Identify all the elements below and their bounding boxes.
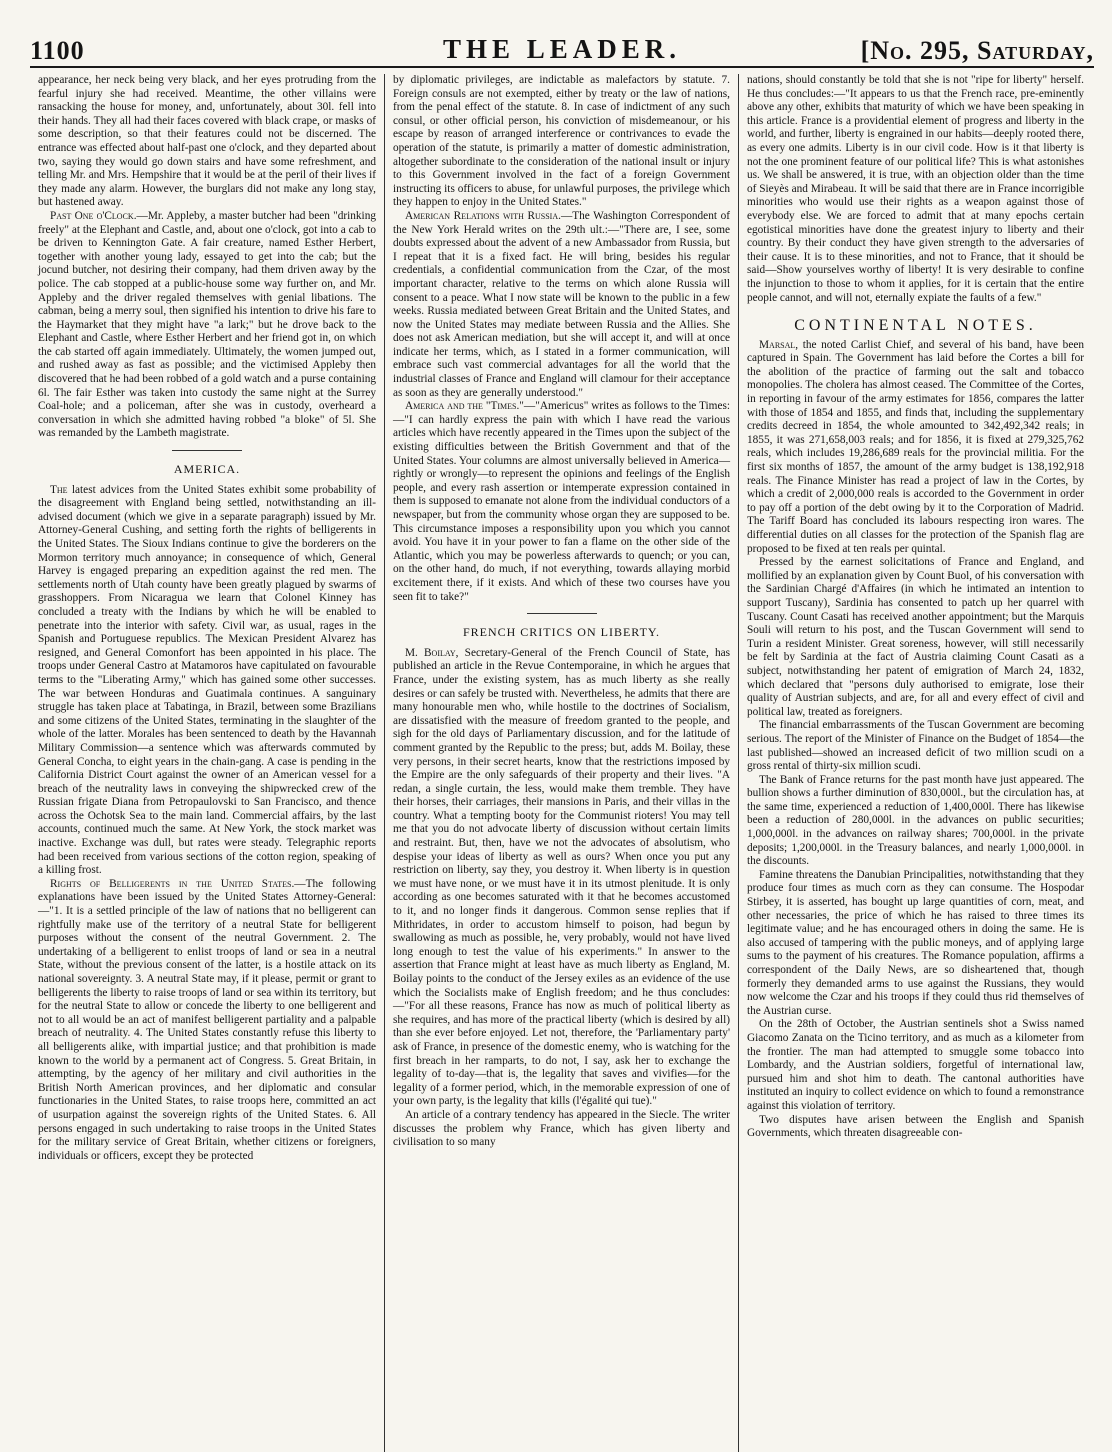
- columns: [30, 74, 1094, 1452]
- paragraph: [747, 339, 1084, 557]
- paragraph: by diplomatic privileges, are indictable as malefactors by statute. 7. Foreign consuls are not exempted, either by treaty or the law of nations, from the penal effect of the statute. 8. In case of indictment of any such consul, or other official person, his conviction of misdemeanour, or his escape by reason of arranged interference or contrivances to evade the operation of the statute, is primarily a matter of domestic administration, altogether subordinate to the consideration of the national insult or injury to this Government involved in the fact of a foreign Government instructing its officers to abuse, for unlawful purposes, the privilege which they happen to enjoy in the United States.": [393, 74, 730, 209]
- paragraph-body: latest advices from the United States exhibit some probability of the disagreement with England being settled, notwithstanding an ill-advised document (which we give in a separate paragraph) issued by Mr. Attorney-General Cushing, and setting forth the rights of belligerents in the United States. The Sioux Indians continue to give the borderers on the Mormon territory much annoyance; in consequence of which, General Harvey is engaged preparing an expedition against the red men. The settlements north of Utah county have been greatly plagued by swarms of grasshoppers. From Nicaragua we learn that Colonel Kinney has concluded a treaty with the Indians by which he will be enabled to penetrate into the interior with safety. Civil war, as usual, rages in the Spanish and Portuguese republics. The Mexican President Alvarez has resigned, and General Comonfort has been appointed in his place. The troops under General Castro at Matamoros have capitulated on favourable terms to the "Liberating Army," which has gained some other successes. The war between Honduras and Guatimala continues. A sanguinary struggle has taken place at Tabatinga, in Brazil, between some Brazilians and some citizens of the United States, terminating in the slaughter of the whole of the latter. Morales has been sentenced to death by the Havannah Military Commission—a sentence which was afterwards commuted by General Concha, to eight years in the chain-gang. A case is pending in the California District Court against the owner of an American vessel for a breach of the neutrality laws in conveying the shipwrecked crew of the Russian frigate Diana from Petropaulovski to San Francisco, and thence across the Ochotsk Sea to the main land. Commercial affairs, by the last accounts, continued much the same. At New York, the stock market was inactive. Exchange was dull, but rates were steady. Telegraphic reports had been received from various sections of the cotton region, speaking of a killing frost.: [38, 483, 376, 877]
- paragraph-body: —"Americus" writes as follows to the Times:—"I can hardly express the pain with which I have read the various articles which have recently appeared in the Times upon the subject of the existing difficulties between the British Government and that of the United States. Your columns are almost universally believed in America—rightly or wrongly—to represent the opinions and feelings of the English people, and every rash assertion or intemperate expression contained in them is supposed to emanate not alone from the individual conductors of a newspaper, but from the community whose organ they are supposed to be. This circumstance imposes a responsibility upon you which you cannot avoid. You have it in your power to fan a flame on the other side of the Atlantic, which you may be powerless afterwards to quench; or you can, on the other hand, do much, if not everything, towards allaying morbid excitement there, if it exists. And which of these two courses have you seen fit to take?": [393, 400, 730, 603]
- paragraph-lead: M. Boilay,: [405, 646, 459, 659]
- masthead: [30, 30, 1094, 68]
- paragraph: appearance, her neck being very black, and her eyes protruding from the fearful injury she had received. Meantime, the other villains were ransacking the house for money, and, unfortunately, about 30l. fell into their hands. They all had their faces covered with black crape, or masks of some description, so that their features could not be discerned. The entrance was effected about half-past one o'clock, and they departed about two, saying they would go down stairs and have some refreshment, and telling Mr. and Mrs. Hempshire that it would be at the peril of their lives if they made any alarm. However, the burglars did not make any long stay, but hastened away.: [38, 74, 376, 209]
- section-rule: [527, 613, 597, 614]
- column-2: [384, 74, 738, 1452]
- paragraph-lead: America and the "Times.": [405, 400, 524, 413]
- page-number: 1100: [30, 36, 85, 65]
- paragraph-lead: Marsal,: [759, 338, 799, 351]
- paragraph: Pressed by the earnest solicitations of France and England, and mollified by an explanation given by Count Buol, of his conversation with the Sardinian Chargé d'Affaires (in which he intimated an intention to support Tuscany), Sardinia has consented to patch up her quarrel with Tuscany. Count Casati has received another appointment; but the Marquis Souli will return to his post, and the Tuscan Government will send to Turin a resident Minister. Great soreness, however, will still necessarily be felt by Sardinia at the fact of Austria claiming Count Casati as a subject, notwithstanding her patent of emigration of March 24, 1832, which declared that "persons duly authorised to emigrate, lose their quality of Austrian subjects, and are, for all and every effect of civil and political law, treated as foreigners.: [747, 556, 1084, 718]
- paragraph-body: —The following explanations have been issued by the United States Attorney-General:—"1. It is a settled principle of the law of nations that no belligerent can rightfully make use of the territory of a neutral State for belligerent purposes without the consent of the neutral Government. 2. The undertaking of a belligerent to enlist troops of land or sea in a neutral State, without the previous consent of the latter, is a hostile attack on its national sovereignty. 3. A neutral State may, if it please, permit or grant to belligerents the liberty to raise troops of land or sea within its territory, but for the neutral State to allow or concede the liberty to one belligerent and not to all would be an act of manifest belligerent partiality and a palpable breach of neutrality. 4. The United States constantly refuse this liberty to all belligerents alike, with impartial justice; and that prohibition is made known to the world by a permanent act of Congress. 5. Great Britain, in attempting, by the agency of her military and civil authorities in the British North American provinces, and her diplomatic and consular functionaries in the United States, to raise troops here, committed an act of usurpation against the sovereign rights of the United States. 6. All persons engaged in such undertaking to raise troops in the United States for the military service of Great Britain, whether citizens or foreigners, individuals or officers, except they be protected: [38, 877, 376, 1162]
- paragraph: On the 28th of October, the Austrian sentinels shot a Swiss named Giacomo Zanata on the Ticino territory, and as much as a kilometer from the frontier. The man had attempted to smuggle some tobacco into Lombardy, and the Austrian soldiers, forgetful of international law, pursued him and shot him to death. The cantonal authorities have instituted an inquiry to collect evidence on which to found a remonstrance against this violation of territory.: [747, 1018, 1084, 1112]
- paragraph-lead: American Relations with Russia.: [405, 209, 561, 222]
- column-1: [30, 74, 384, 1452]
- newspaper-title: THE LEADER.: [442, 34, 682, 64]
- paragraph-lead: Past One o'Clock.: [50, 209, 137, 222]
- paragraph: Two disputes have arisen between the English and Spanish Governments, which threaten disagreeable con-: [747, 1113, 1084, 1140]
- paragraph: nations, should constantly be told that she is not "ripe for liberty" herself. He thus concludes:—"It appears to us that the French race, pre-eminently above any other, exhibits that maturity of which we have been speaking in this article. France is a providential element of progress and liberty in the world, and further, liberty is engrained in our habits—deeply rooted there, as every one admits. Liberty is in our civil code. How is it that liberty is not the one prominent feature of our political life? This is what astonishes us. We shall be answered, it is true, with an objection older than the time of Sieyès and Mirabeau. It will be said that there are in France incorrigible minorities who would use their rights as a weapon against those of everybody else. We are forced to admit that at many epochs certain egotistical minorities have done the greatest injury to liberty and their country. By their conduct they have given strength to the adversaries of their cause. It is to these minorities, and not to France, that it should be said—Show yourselves worthy of liberty! It is very desirable to confine the injunction to those to whom it applies, for it is certain that the entire people cannot, and will not, eternally expiate the faults of a few.": [747, 74, 1084, 304]
- paragraph: [393, 210, 730, 400]
- paragraph: [38, 878, 376, 1163]
- paragraph: [393, 647, 730, 1109]
- paragraph-body: —The Washington Correspondent of the New York Herald writes on the 29th ult.:—"There are, I see, some doubts expressed about the advent of a new Ambassador from Russia, but I repeat that it is a fixed fact. He will bring, besides his regular credentials, a confidential communication from the Czar, of the most important character, relative to the terms on which alone Russia will consent to a peace. What I now state will be known to the public in a few weeks. Russia mediated between Great Britain and the United States, and now the United States may mediate between Russia and the Allies. She does not ask American mediation, but she will accept it, and will at once indicate her terms, which, as I stated in a former communication, will embrace such vast commercial advantages for all the world that the industrial classes of France and England will clamour for their acceptance as soon as they are generally understood.": [393, 209, 730, 399]
- paragraph-lead: Rights of Belligerents in the United States.: [50, 877, 295, 890]
- paragraph: An article of a contrary tendency has appeared in the Siecle. The writer discusses the problem why France, which has given liberty and civilisation to so many: [393, 1108, 730, 1149]
- paragraph: Famine threatens the Danubian Principalities, notwithstanding that they produce four times as much corn as they can consume. The Hospodar Stirbey, it is asserted, has bought up large quantities of corn, meat, and other necessaries, the price of which he has raised to three times its legitimate value; and he has encouraged others in doing the same. He is also accused of tampering with the public moneys, and of applying large sums to the payment of his creatures. The Romance population, affirms a correspondent of the Daily News, are so disheartened that, though formerly they demanded arms to use against the Russians, they would now welcome the Czar and his troops if they could thus rid themselves of the Austrian curse.: [747, 868, 1084, 1017]
- section-rule: [172, 450, 242, 451]
- paragraph-body: the noted Carlist Chief, and several of his band, have been captured in Spain. The Government has laid before the Cortes a bill for the abolition of the practice of farming out the salt and tobacco monopolies. The cholera has almost ceased. The Committee of the Cortes, in reporting in favour of the army estimates for 1856, compares the latter with those of 1854 and 1855, and finds that, including the supplementary credits decreed in 1854, the whole amounted to 342,492,342 reals; in 1855, it was 271,658,003 reals; and for 1856, it is fixed at 279,325,762 reals, which includes 19,286,689 reals for the provincial militia. For the first six months of 1857, the amount of the army budget is 138,192,918 reals. The Finance Minister has read a project of law in the Cortes, by which a credit of 2,000,000 reals is accorded to the Government in order to pay off a portion of the debt owing by it to the Corporation of Madrid. The Tariff Board has concluded its labours respecting iron wares. The differential duties on all classes for the protection of the Spanish flag are proposed to be fixed at ten reals per quintal.: [747, 338, 1085, 555]
- paragraph-body: —Mr. Appleby, a master butcher had been "drinking freely" at the Elephant and Castle, and, about one o'clock, got into a cab to be driven to Kennington Gate. A fair creature, named Esther Herbert, together with another young lady, essayed to get into the cab; but the jocund butcher, not desiring their company, had them driven away by the police. The cab stopped at a public-house some way further on, and Mr. Appleby and the driver regaled themselves with genial libations. The cabman, being a merry soul, then signified his intention to drive his fare to the Haymarket that they might have "a lark;" but he drove back to the Elephant and Castle, where Esther Herbert and her friend got in, on which the cab started off again immediately. Ultimately, the women jumped out, and rushed away as fast as possible; and the victimised Appleby then discovered that he had been robbed of a gold watch and a purse containing 6l. The fair Esther was taken into custody the same night at the Surrey Coal-hole; and a policeman, after she was in custody, overheard a conversation in which she admitted having robbed "a bloke" of 5l. She was remanded by the Lambeth magistrate.: [38, 209, 376, 440]
- column-3: [738, 74, 1092, 1452]
- paragraph: [393, 400, 730, 604]
- paragraph-lead: The: [50, 483, 68, 496]
- issue-info: [No. 295, Saturday,: [860, 36, 1094, 65]
- paragraph: [38, 484, 376, 878]
- paragraph: [38, 210, 376, 441]
- paragraph-body: Secretary-General of the French Council of State, has published an article in the Revue Contemporaine, in which he argues that France, under the existing system, has as much liberty as she really desires or can safely be trusted with. Nevertheless, he admits that there are many honourable men who, while hostile to the doctrines of Socialism, are dissatisfied with the measure of freedom granted to the people, and sigh for the old days of Parliamentary discussion, and for the latitude of comment granted by the Republic to the press; but, adds M. Boilay, these very persons, in their secret hearts, know that the restrictions imposed by the Empire are the only safeguards of their property and their lives. "A redan, a single curtain, the less, would make them tremble. They have their horses, their carriages, their mansions in Paris, and their villas in the country. What a tempting booty for the Communist rioters! You may tell me that you do not advocate liberty of discussion without certain limits and restraint. But, then, have we not the advocates of absolutism, who despise your ideas of liberty as well as ours? When once you put any restriction on liberty, say they, you destroy it. When liberty is in question we must have none, or we must have it in its utmost plenitude. It is only according as one becomes saturated with it that he becomes accustomed to it, and no longer finds it dangerous. Common sense replies that if Mithridates, in order to accustom himself to poison, had begun by swallowing as much as possible, he, very probably, would not have lived long enough to test the value of his experiments." In answer to the assertion that France might at least have as much liberty as England, M. Boilay points to the conduct of the Jersey exiles as an evidence of the use which the Socialists make of English freedom; and he thus concludes:—"For all these reasons, France has now as much of political liberty as she requires, and has more of the practical liberty (which is desired by all) than she ever before enjoyed. Let not, therefore, the 'Parliamentary party' ask of France, in presence of the domestic enemy, who is watching for the first breach in her ramparts, to do not, I say, ask her to exchange the legality of to-day—that is, the legality that saves and vivifies—for the legality of a former period, which, in the memorable expression of one of your own party, is the legality that kills (l'égalité qui tue).": [393, 646, 730, 1108]
- section-heading-america: AMERICA.: [173, 462, 241, 477]
- paragraph: The financial embarrassments of the Tuscan Government are becoming serious. The report of the Minister of Finance on the Budget of 1854—the last published—showed an increased deficit of two million scudi on a gross rental of thirty-six million scudi.: [747, 719, 1084, 773]
- paragraph: The Bank of France returns for the past month have just appeared. The bullion shows a further diminution of 830,000l., but the circulation has, at the same time, experienced a reduction of 1,400,000l. There has likewise been a reduction of 280,000l. in the advances on public securities; 1,000,000l. in the advances on railway shares; 700,000l. in the private deposits; 1,200,000l. in the Treasury balances, and nearly 1,000,000l. in the discounts.: [747, 773, 1084, 868]
- section-heading-french-critics: FRENCH CRITICS ON LIBERTY.: [462, 625, 661, 640]
- section-heading-continental-notes: CONTINENTAL NOTES.: [794, 317, 1037, 335]
